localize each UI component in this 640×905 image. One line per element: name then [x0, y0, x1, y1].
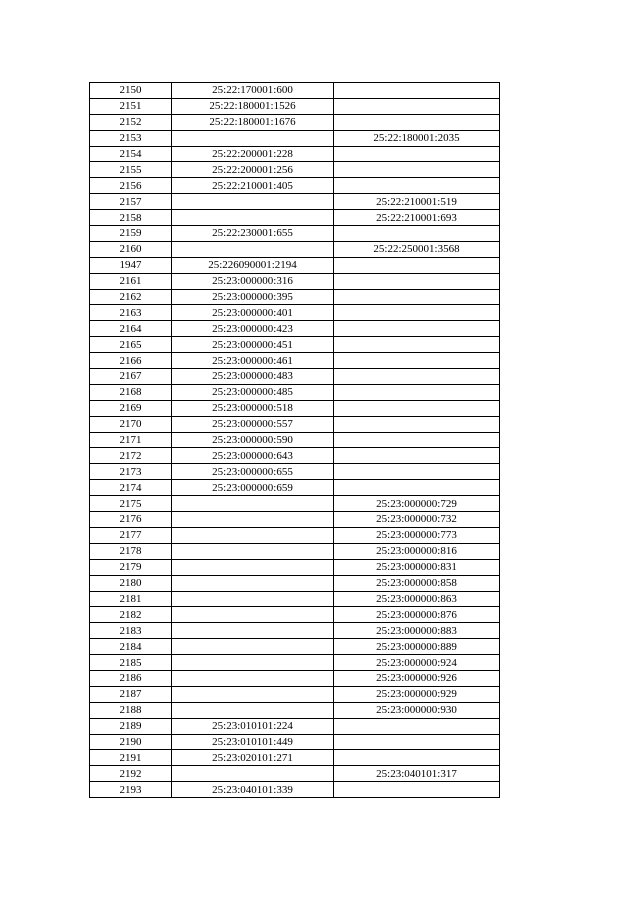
cadastral-number-alt-cell — [334, 734, 500, 750]
table-row — [90, 655, 500, 671]
cadastral-number-alt-cell: 25:23:000000:732 — [334, 512, 500, 528]
table-row — [90, 369, 500, 385]
table-row — [90, 496, 500, 512]
cadastral-number-alt-cell: 25:23:000000:930 — [334, 702, 500, 718]
cadastral-number-cell — [172, 210, 334, 226]
cadastral-number-alt-cell: 25:23:000000:816 — [334, 543, 500, 559]
row-number-cell: 2191 — [90, 750, 172, 766]
cadastral-number-alt-cell: 25:23:000000:858 — [334, 575, 500, 591]
cadastral-number-cell: 25:22:230001:655 — [172, 226, 334, 242]
cadastral-number-cell: 25:23:000000:401 — [172, 305, 334, 321]
row-number-cell: 2156 — [90, 178, 172, 194]
cadastral-number-cell — [172, 639, 334, 655]
cadastral-number-alt-cell — [334, 162, 500, 178]
cadastral-number-cell: 25:23:000000:557 — [172, 416, 334, 432]
table-row — [90, 432, 500, 448]
row-number-cell: 2188 — [90, 702, 172, 718]
cadastral-number-alt-cell — [334, 353, 500, 369]
table-row — [90, 702, 500, 718]
table-row — [90, 734, 500, 750]
cadastral-number-alt-cell — [334, 114, 500, 130]
cadastral-number-alt-cell — [334, 305, 500, 321]
table-row — [90, 543, 500, 559]
row-number-cell: 2187 — [90, 686, 172, 702]
cadastral-number-cell: 25:23:000000:423 — [172, 321, 334, 337]
table-row — [90, 575, 500, 591]
cadastral-number-alt-cell: 25:22:180001:2035 — [334, 130, 500, 146]
row-number-cell: 2151 — [90, 98, 172, 114]
row-number-cell: 2186 — [90, 670, 172, 686]
cadastral-number-alt-cell — [334, 448, 500, 464]
cadastral-number-cell — [172, 766, 334, 782]
cadastral-number-alt-cell: 25:23:000000:924 — [334, 655, 500, 671]
cadastral-number-cell: 25:23:000000:483 — [172, 369, 334, 385]
row-number-cell: 2189 — [90, 718, 172, 734]
cadastral-number-alt-cell: 25:22:210001:519 — [334, 194, 500, 210]
cadastral-number-cell — [172, 670, 334, 686]
cadastral-number-cell: 25:23:000000:655 — [172, 464, 334, 480]
table-row — [90, 273, 500, 289]
cadastral-number-alt-cell — [334, 321, 500, 337]
row-number-cell: 2166 — [90, 353, 172, 369]
row-number-cell: 2160 — [90, 241, 172, 257]
row-number-cell: 2192 — [90, 766, 172, 782]
table-row — [90, 98, 500, 114]
row-number-cell: 2172 — [90, 448, 172, 464]
cadastral-number-cell: 25:23:000000:643 — [172, 448, 334, 464]
row-number-cell: 1947 — [90, 257, 172, 273]
table-row — [90, 305, 500, 321]
cadastral-number-cell: 25:23:000000:461 — [172, 353, 334, 369]
cadastral-number-cell — [172, 655, 334, 671]
cadastral-number-alt-cell: 25:23:040101:317 — [334, 766, 500, 782]
row-number-cell: 2173 — [90, 464, 172, 480]
cadastral-number-cell — [172, 702, 334, 718]
row-number-cell: 2164 — [90, 321, 172, 337]
cadastral-number-cell — [172, 575, 334, 591]
row-number-cell: 2178 — [90, 543, 172, 559]
cadastral-number-alt-cell — [334, 146, 500, 162]
cadastral-number-cell — [172, 623, 334, 639]
table-row — [90, 146, 500, 162]
cadastral-number-cell: 25:22:200001:228 — [172, 146, 334, 162]
row-number-cell: 2154 — [90, 146, 172, 162]
cadastral-number-alt-cell — [334, 83, 500, 99]
cadastral-number-cell: 25:22:170001:600 — [172, 83, 334, 99]
cadastral-number-cell: 25:23:000000:659 — [172, 480, 334, 496]
cadastral-number-alt-cell — [334, 432, 500, 448]
table-row — [90, 559, 500, 575]
cadastral-number-cell — [172, 194, 334, 210]
table-row — [90, 241, 500, 257]
cadastral-number-alt-cell: 25:23:000000:831 — [334, 559, 500, 575]
cadastral-number-cell — [172, 512, 334, 528]
cadastral-number-alt-cell — [334, 718, 500, 734]
cadastral-number-alt-cell — [334, 98, 500, 114]
table-row — [90, 130, 500, 146]
table-row — [90, 782, 500, 798]
row-number-cell: 2183 — [90, 623, 172, 639]
row-number-cell: 2174 — [90, 480, 172, 496]
cadastral-number-alt-cell: 25:23:000000:889 — [334, 639, 500, 655]
cadastral-number-cell: 25:22:180001:1526 — [172, 98, 334, 114]
cadastral-number-cell — [172, 686, 334, 702]
table-row — [90, 766, 500, 782]
row-number-cell: 2182 — [90, 607, 172, 623]
row-number-cell: 2167 — [90, 369, 172, 385]
table-row — [90, 480, 500, 496]
row-number-cell: 2169 — [90, 400, 172, 416]
row-number-cell: 2175 — [90, 496, 172, 512]
cadastral-number-alt-cell — [334, 369, 500, 385]
table-row — [90, 337, 500, 353]
cadastral-number-cell — [172, 241, 334, 257]
table-row — [90, 321, 500, 337]
row-number-cell: 2190 — [90, 734, 172, 750]
cadastral-number-cell: 25:23:000000:485 — [172, 384, 334, 400]
cadastral-number-cell: 25:23:000000:590 — [172, 432, 334, 448]
cadastral-number-alt-cell: 25:23:000000:876 — [334, 607, 500, 623]
cadastral-number-cell: 25:226090001:2194 — [172, 257, 334, 273]
row-number-cell: 2163 — [90, 305, 172, 321]
cadastral-number-alt-cell: 25:22:210001:693 — [334, 210, 500, 226]
cadastral-number-alt-cell: 25:23:000000:929 — [334, 686, 500, 702]
table-row — [90, 226, 500, 242]
cadastral-number-cell: 25:23:040101:339 — [172, 782, 334, 798]
cadastral-number-alt-cell: 25:22:250001:3568 — [334, 241, 500, 257]
row-number-cell: 2170 — [90, 416, 172, 432]
row-number-cell: 2171 — [90, 432, 172, 448]
cadastral-number-cell: 25:23:010101:224 — [172, 718, 334, 734]
cadastral-number-alt-cell — [334, 400, 500, 416]
row-number-cell: 2153 — [90, 130, 172, 146]
row-number-cell: 2168 — [90, 384, 172, 400]
cadastral-number-alt-cell — [334, 782, 500, 798]
table-row — [90, 257, 500, 273]
row-number-cell: 2158 — [90, 210, 172, 226]
row-number-cell: 2162 — [90, 289, 172, 305]
table-row — [90, 448, 500, 464]
cadastral-number-cell: 25:23:010101:449 — [172, 734, 334, 750]
row-number-cell: 2193 — [90, 782, 172, 798]
cadastral-number-alt-cell — [334, 384, 500, 400]
cadastral-number-cell: 25:22:180001:1676 — [172, 114, 334, 130]
cadastral-number-cell — [172, 527, 334, 543]
row-number-cell: 2177 — [90, 527, 172, 543]
table-row — [90, 416, 500, 432]
cadastral-number-cell: 25:23:020101:271 — [172, 750, 334, 766]
table-row — [90, 384, 500, 400]
cadastral-number-cell — [172, 607, 334, 623]
cadastral-number-alt-cell — [334, 257, 500, 273]
table-row — [90, 400, 500, 416]
table-row — [90, 623, 500, 639]
table-row — [90, 194, 500, 210]
cadastral-number-alt-cell — [334, 416, 500, 432]
cadastral-number-alt-cell — [334, 337, 500, 353]
table-row — [90, 670, 500, 686]
table-row — [90, 289, 500, 305]
cadastral-number-cell: 25:22:200001:256 — [172, 162, 334, 178]
cadastral-table — [89, 82, 500, 798]
row-number-cell: 2180 — [90, 575, 172, 591]
table-row — [90, 527, 500, 543]
cadastral-number-alt-cell: 25:23:000000:926 — [334, 670, 500, 686]
row-number-cell: 2185 — [90, 655, 172, 671]
table-row — [90, 512, 500, 528]
table-row — [90, 686, 500, 702]
cadastral-number-alt-cell — [334, 289, 500, 305]
cadastral-number-alt-cell: 25:23:000000:729 — [334, 496, 500, 512]
cadastral-number-alt-cell — [334, 750, 500, 766]
table-row — [90, 210, 500, 226]
cadastral-number-cell — [172, 130, 334, 146]
cadastral-number-cell — [172, 591, 334, 607]
table-row — [90, 718, 500, 734]
cadastral-number-alt-cell: 25:23:000000:773 — [334, 527, 500, 543]
cadastral-number-cell: 25:23:000000:395 — [172, 289, 334, 305]
table-row — [90, 607, 500, 623]
cadastral-number-cell: 25:22:210001:405 — [172, 178, 334, 194]
cadastral-number-alt-cell — [334, 226, 500, 242]
row-number-cell: 2150 — [90, 83, 172, 99]
cadastral-number-alt-cell — [334, 178, 500, 194]
table-row — [90, 750, 500, 766]
table-row — [90, 353, 500, 369]
table-row — [90, 464, 500, 480]
row-number-cell: 2176 — [90, 512, 172, 528]
cadastral-number-alt-cell: 25:23:000000:863 — [334, 591, 500, 607]
cadastral-number-cell — [172, 496, 334, 512]
row-number-cell: 2179 — [90, 559, 172, 575]
table-row — [90, 83, 500, 99]
cadastral-number-cell: 25:23:000000:316 — [172, 273, 334, 289]
table-row — [90, 162, 500, 178]
row-number-cell: 2184 — [90, 639, 172, 655]
row-number-cell: 2155 — [90, 162, 172, 178]
table-row — [90, 178, 500, 194]
row-number-cell: 2181 — [90, 591, 172, 607]
cadastral-number-cell — [172, 543, 334, 559]
cadastral-number-alt-cell — [334, 464, 500, 480]
row-number-cell: 2165 — [90, 337, 172, 353]
table-row — [90, 114, 500, 130]
row-number-cell: 2159 — [90, 226, 172, 242]
table-body — [90, 83, 500, 798]
cadastral-number-alt-cell — [334, 480, 500, 496]
cadastral-number-cell — [172, 559, 334, 575]
row-number-cell: 2161 — [90, 273, 172, 289]
cadastral-number-cell: 25:23:000000:518 — [172, 400, 334, 416]
table-row — [90, 591, 500, 607]
table-row — [90, 639, 500, 655]
cadastral-number-alt-cell: 25:23:000000:883 — [334, 623, 500, 639]
row-number-cell: 2152 — [90, 114, 172, 130]
row-number-cell: 2157 — [90, 194, 172, 210]
cadastral-number-cell: 25:23:000000:451 — [172, 337, 334, 353]
cadastral-number-alt-cell — [334, 273, 500, 289]
